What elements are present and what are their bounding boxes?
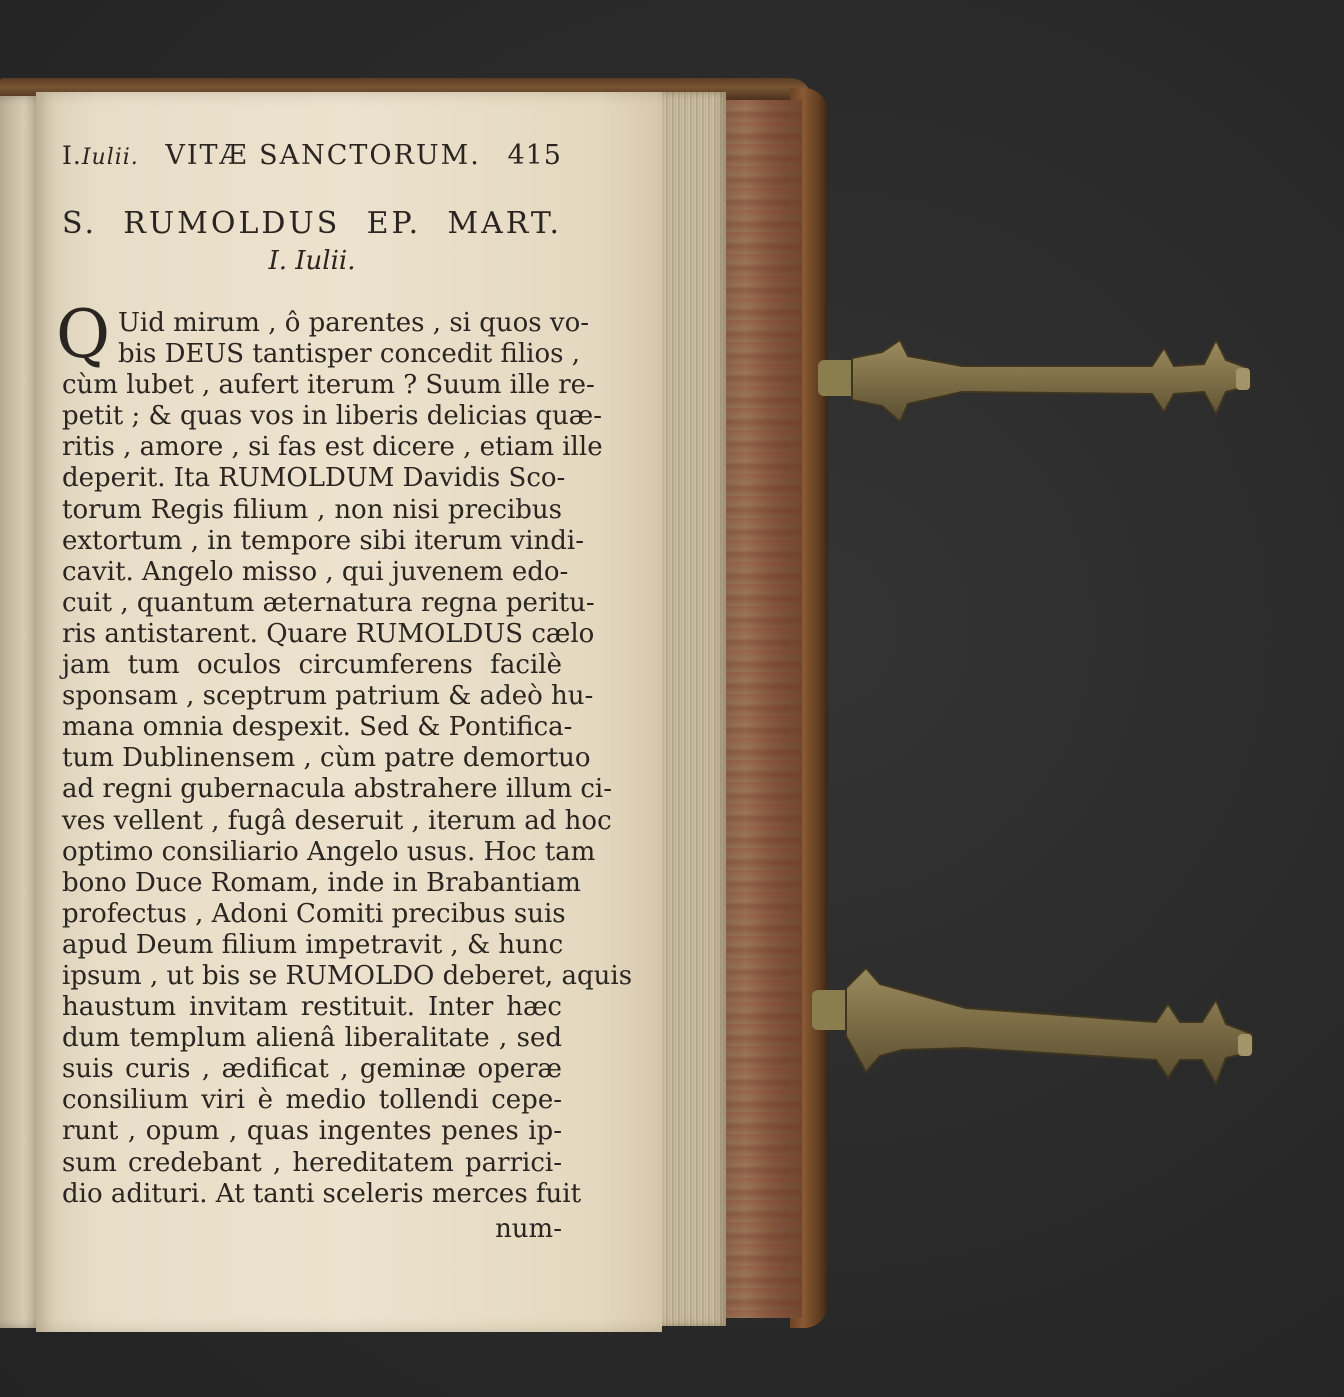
text-line: ris antistarent. Quare RUMOLDUS cælo <box>62 618 595 649</box>
running-head-title: VITÆ SANCTORUM. <box>165 140 481 171</box>
text-block-edge <box>656 92 726 1326</box>
text-line: suis curis , ædificat , geminæ operæ <box>62 1054 562 1085</box>
text-line: haustum invitam restituit. Inter hæc <box>62 992 562 1023</box>
text-line: tum Dublinensem , cùm patre demortuo <box>62 743 591 774</box>
text-line: cùm lubet , aufert iterum ? Suum ille re- <box>62 370 595 401</box>
running-head-date <box>62 141 139 170</box>
drop-cap: Q <box>56 296 111 373</box>
body-text <box>56 296 633 1210</box>
text-line: cavit. Angelo misso , qui juvenem edo- <box>62 556 569 587</box>
page-number: 415 <box>507 140 562 171</box>
text-line: extortum , in tempore sibi iterum vindi- <box>62 525 585 556</box>
text-line: petit ; & quas vos in liberis delicias quæ- <box>62 401 602 432</box>
lower-clasp <box>806 960 1258 1092</box>
text-line: runt , opum , quas ingentes penes ip- <box>62 1116 562 1147</box>
text-line: Uid mirum , ô parentes , si quos vo- <box>118 308 590 338</box>
section-date-number: I. <box>268 246 288 276</box>
section-date-month: Iulii. <box>295 246 356 276</box>
text-line: torum Regis filium , non nisi precibus <box>62 494 562 525</box>
text-line: sum credebant , hereditatem parrici- <box>62 1147 562 1178</box>
text-line: ritis , amore , si fas est dicere , etiam ille <box>62 432 603 463</box>
text-line: jam tum oculos circumferens facilè <box>62 650 562 681</box>
text-line: dio adituri. At tanti sceleris merces fuit <box>62 1178 582 1209</box>
upper-clasp <box>812 330 1254 430</box>
text-line: deperit. Ita RUMOLDUM Davidis Sco- <box>62 463 566 494</box>
text-line: cuit , quantum æternatura regna peritu- <box>62 587 595 618</box>
running-head-date-number: I. <box>62 141 82 170</box>
text-line: profectus , Adoni Comiti precibus suis <box>62 898 566 929</box>
text-line: ipsum , ut bis se RUMOLDO deberet, aquis <box>62 960 633 991</box>
text-line: bono Duce Romam, inde in Brabantiam <box>62 867 581 898</box>
text-line: bis DEUS tantisper concedit filios , <box>118 339 580 370</box>
text-line: sponsam , sceptrum patrium & adeò hu- <box>62 681 594 712</box>
running-head <box>62 140 562 186</box>
text-line: mana omnia despexit. Sed & Pontifica- <box>62 712 573 743</box>
text-line: dum templum alienâ liberalitate , sed <box>62 1023 562 1054</box>
section-date <box>62 246 562 286</box>
running-head-date-month: Iulii. <box>81 145 139 170</box>
text-line: apud Deum filium impetravit , & hunc <box>62 929 564 960</box>
text-line: ves vellent , fugâ deseruit , iterum ad hoc <box>62 805 612 836</box>
page-text <box>56 140 633 1246</box>
sprinkled-fore-edge <box>722 100 802 1318</box>
text-line: optimo consiliario Angelo usus. Hoc tam <box>62 836 596 867</box>
text-line: ad regni gubernacula abstrahere illum ci- <box>62 774 613 805</box>
text-line: consilium viri è medio tollendi cepe- <box>62 1085 562 1116</box>
catchword: num- <box>495 1213 562 1244</box>
section-heading: S. RUMOLDUS EP. MART. <box>62 206 562 241</box>
